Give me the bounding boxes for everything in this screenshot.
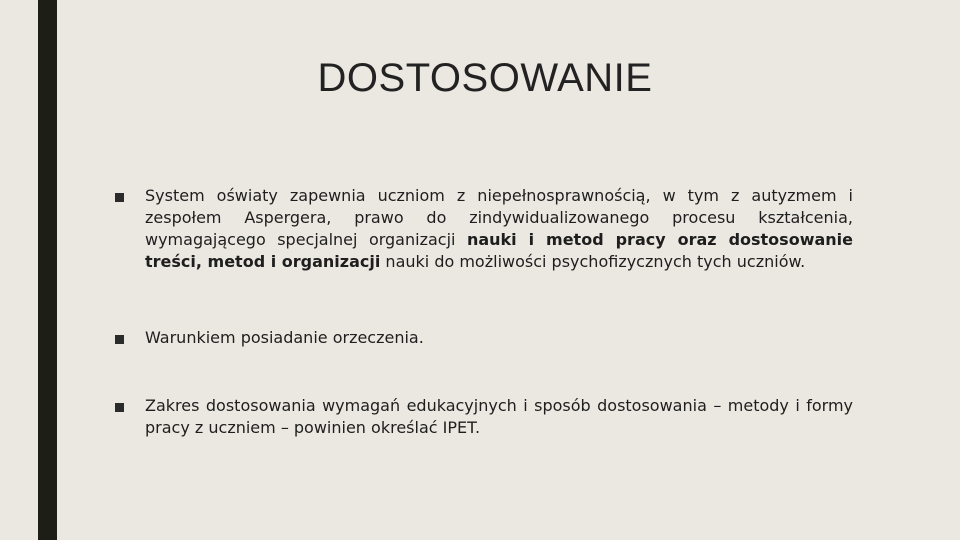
slide-title: DOSTOSOWANIE [317, 56, 653, 100]
sidebar-accent-bar [38, 0, 57, 540]
bullet-item-2 [113, 327, 853, 349]
bullet-1-text [145, 186, 853, 271]
square-bullet-icon [115, 335, 124, 344]
bullet-2-text: Warunkiem posiadanie orzeczenia. [145, 328, 424, 347]
square-bullet-icon [115, 193, 124, 202]
bullet-item-1 [113, 185, 853, 273]
bullet-1-text-bold: nauki i metod pracy oraz dostosowanie treści, metod i organizacji [145, 230, 853, 271]
bullet-list [113, 185, 853, 439]
bullet-1-text-part-1: System oświaty zapewnia uczniom z niepełnosprawnością, w tym z autyzmem i zespołem Aspergera, prawo do zindywidualizowanego procesu kształcenia, wymagającego specjalnej organizacji [145, 186, 853, 249]
bullet-1-text-part-3: nauki do możliwości psychofizycznych tych uczniów. [380, 252, 806, 271]
square-bullet-icon [115, 403, 124, 412]
bullet-item-3 [113, 395, 853, 439]
bullet-3-text: Zakres dostosowania wymagań edukacyjnych i sposób dostosowania – metody i formy pracy z uczniem – powinien określać IPET. [145, 396, 853, 437]
